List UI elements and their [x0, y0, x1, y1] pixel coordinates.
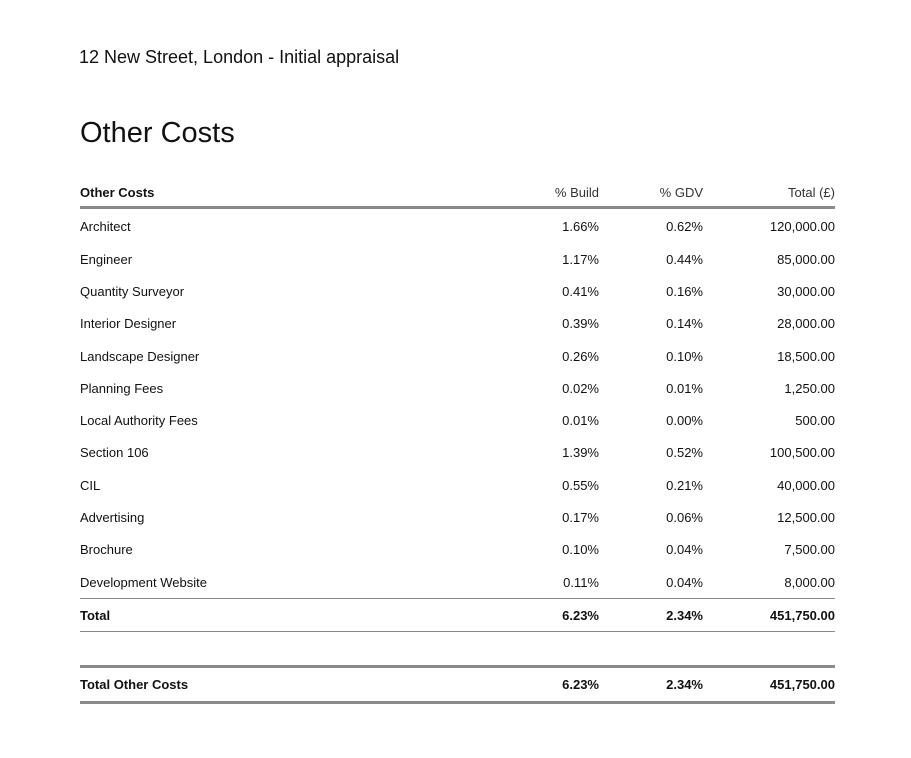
- table-row: [80, 566, 835, 599]
- row-total: 30,000.00: [777, 283, 835, 299]
- row-name: Advertising: [80, 510, 145, 526]
- table-row: [80, 208, 835, 244]
- row-percent-build: 1.17%: [562, 251, 599, 267]
- table-row: [80, 534, 835, 566]
- row-percent-build: 0.01%: [562, 413, 599, 429]
- row-total: 28,000.00: [777, 316, 835, 332]
- row-percent-gdv: 0.01%: [666, 380, 703, 396]
- row-total: 85,000.00: [777, 251, 835, 267]
- summary-total: 451,750.00: [703, 667, 835, 703]
- row-name: Section 106: [80, 445, 149, 461]
- row-percent-build: 0.55%: [562, 477, 599, 493]
- summary-row: [80, 667, 835, 703]
- row-percent-build: 1.39%: [562, 445, 599, 461]
- table-row: [80, 243, 835, 275]
- table-total-row: [80, 599, 835, 632]
- table-row: [80, 340, 835, 372]
- row-percent-gdv: 0.10%: [666, 348, 703, 364]
- row-percent-build: 0.26%: [562, 348, 599, 364]
- section-title: Other Costs: [80, 117, 235, 149]
- row-percent-gdv: 0.00%: [666, 413, 703, 429]
- row-name: Brochure: [80, 542, 133, 558]
- table-row: [80, 437, 835, 469]
- row-total: 1,250.00: [784, 380, 835, 396]
- row-percent-gdv: 0.62%: [666, 218, 703, 234]
- summary-table: [80, 665, 835, 704]
- row-name: Engineer: [80, 251, 133, 267]
- row-total: 12,500.00: [777, 510, 835, 526]
- row-percent-gdv: 0.04%: [666, 542, 703, 558]
- summary-percent-build: 6.23%: [479, 667, 599, 703]
- other-costs-table: [80, 178, 835, 632]
- total-percent-gdv: 2.34%: [599, 599, 703, 632]
- header-other-costs: Other Costs: [80, 178, 479, 208]
- row-total: 18,500.00: [777, 348, 835, 364]
- table-header-row: [80, 178, 835, 208]
- row-name: Landscape Designer: [80, 348, 200, 364]
- table-row: [80, 501, 835, 533]
- row-percent-gdv: 0.14%: [666, 316, 703, 332]
- table-row: [80, 275, 835, 307]
- row-total: 40,000.00: [777, 477, 835, 493]
- row-percent-build: 0.17%: [562, 510, 599, 526]
- row-percent-gdv: 0.52%: [666, 445, 703, 461]
- row-percent-build: 0.10%: [562, 542, 599, 558]
- row-name: Development Website: [80, 574, 207, 590]
- header-total: Total (£): [703, 178, 835, 208]
- row-percent-gdv: 0.21%: [666, 477, 703, 493]
- row-percent-gdv: 0.04%: [666, 574, 703, 590]
- row-total: 100,500.00: [769, 445, 835, 461]
- total-amount: 451,750.00: [703, 599, 835, 632]
- row-percent-build: 0.41%: [562, 283, 599, 299]
- row-total: 500.00: [795, 413, 835, 429]
- summary-percent-gdv: 2.34%: [599, 667, 703, 703]
- table-row: [80, 469, 835, 501]
- document-title: 12 New Street, London - Initial appraisal: [79, 47, 400, 67]
- row-name: Planning Fees: [80, 380, 164, 396]
- row-total: 7,500.00: [784, 542, 835, 558]
- total-percent-build: 6.23%: [479, 599, 599, 632]
- row-percent-gdv: 0.44%: [666, 251, 703, 267]
- header-percent-build: % Build: [479, 178, 599, 208]
- row-name: Interior Designer: [80, 316, 177, 332]
- row-total: 120,000.00: [769, 218, 835, 234]
- row-percent-build: 0.39%: [562, 316, 599, 332]
- summary-label: Total Other Costs: [80, 667, 479, 703]
- row-name: Architect: [80, 218, 131, 234]
- row-name: CIL: [80, 477, 101, 493]
- row-name: Quantity Surveyor: [80, 283, 185, 299]
- row-total: 8,000.00: [784, 574, 835, 590]
- row-percent-gdv: 0.06%: [666, 510, 703, 526]
- header-percent-gdv: % GDV: [599, 178, 703, 208]
- row-name: Local Authority Fees: [80, 413, 198, 429]
- table-row: [80, 308, 835, 340]
- row-percent-gdv: 0.16%: [666, 283, 703, 299]
- total-label: Total: [80, 599, 479, 632]
- table-row: [80, 372, 835, 404]
- row-percent-build: 0.02%: [562, 380, 599, 396]
- row-percent-build: 0.11%: [563, 574, 599, 590]
- row-percent-build: 1.66%: [562, 218, 599, 234]
- table-row: [80, 404, 835, 436]
